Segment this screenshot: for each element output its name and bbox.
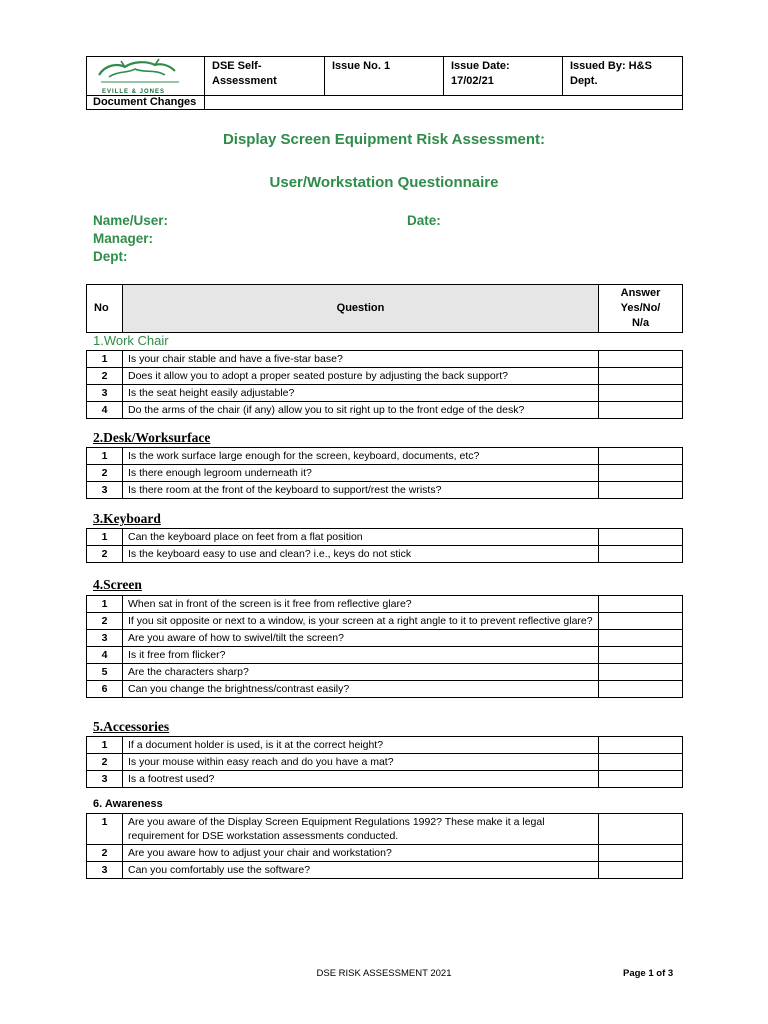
table-row [87, 647, 683, 664]
question-text: Does it allow you to adopt a proper seated posture by adjusting the back support? [123, 368, 599, 385]
company-logo [95, 57, 205, 95]
table-row [87, 771, 683, 788]
question-number: 1 [87, 596, 123, 613]
bull-logo-icon [95, 57, 185, 87]
section-title-work-chair: 1.Work Chair [93, 333, 169, 348]
answer-cell[interactable] [599, 546, 683, 563]
question-number: 2 [87, 546, 123, 563]
question-text: Is the keyboard easy to use and clean? i.e., keys do not stick [123, 546, 599, 563]
col-answer [599, 285, 683, 333]
question-number: 2 [87, 368, 123, 385]
question-number: 2 [87, 754, 123, 771]
col-question: Question [123, 285, 599, 333]
document-changes-label: Document Changes [87, 96, 205, 110]
col-no: No [87, 285, 123, 333]
question-text: If you sit opposite or next to a window, is your screen at a right angle to it to prevent reflective glare? [123, 613, 599, 630]
answer-cell[interactable] [599, 529, 683, 546]
question-text: Are you aware of how to swivel/tilt the screen? [123, 630, 599, 647]
answer-cell[interactable] [599, 596, 683, 613]
question-number: 5 [87, 664, 123, 681]
issue-date: 17/02/21 [451, 75, 494, 87]
answer-cell[interactable] [599, 368, 683, 385]
table-row [87, 814, 683, 845]
answer-header-line3: N/a [631, 317, 650, 329]
table-row [87, 351, 683, 368]
section-table-desk [86, 447, 683, 499]
issue-number: Issue No. 1 [325, 57, 444, 96]
question-number: 3 [87, 385, 123, 402]
table-row [87, 862, 683, 879]
question-text: Is your chair stable and have a five-star base? [123, 351, 599, 368]
question-text: Is a footrest used? [123, 771, 599, 788]
question-number: 1 [87, 529, 123, 546]
answer-cell[interactable] [599, 664, 683, 681]
answer-cell[interactable] [599, 771, 683, 788]
logo-cell [87, 57, 205, 96]
table-row [87, 402, 683, 419]
question-number: 2 [87, 465, 123, 482]
question-text: When sat in front of the screen is it free from reflective glare? [123, 596, 599, 613]
section-table-keyboard [86, 528, 683, 563]
question-text: Are the characters sharp? [123, 664, 599, 681]
question-text: Is your mouse within easy reach and do you have a mat? [123, 754, 599, 771]
question-text: Is there room at the front of the keyboard to support/rest the wrists? [123, 482, 599, 499]
answer-header-line2: Yes/No/ [620, 302, 661, 314]
table-row [87, 737, 683, 754]
table-row [87, 448, 683, 465]
question-text: Is it free from flicker? [123, 647, 599, 664]
date-label: Date: [407, 213, 441, 228]
section-table-accessories [86, 736, 683, 788]
question-text: Can you comfortably use the software? [123, 862, 599, 879]
table-row [87, 465, 683, 482]
question-text: Do the arms of the chair (if any) allow you to sit right up to the front edge of the desk? [123, 402, 599, 419]
question-text: Can the keyboard place on feet from a flat position [123, 529, 599, 546]
answer-cell[interactable] [599, 681, 683, 698]
answer-header-line1: Answer [620, 287, 661, 299]
dept-label: Dept: [93, 249, 128, 264]
document-changes-value [205, 96, 683, 110]
answer-cell[interactable] [599, 465, 683, 482]
question-number: 1 [87, 814, 123, 845]
answer-cell[interactable] [599, 630, 683, 647]
question-number: 4 [87, 402, 123, 419]
question-number: 2 [87, 845, 123, 862]
question-number: 1 [87, 351, 123, 368]
page-number: Page 1 of 3 [623, 968, 674, 979]
question-number: 4 [87, 647, 123, 664]
name-user-label: Name/User: [93, 213, 169, 228]
document-header [86, 56, 683, 110]
answer-cell[interactable] [599, 814, 683, 845]
page-subtitle: User/Workstation Questionnaire [269, 174, 499, 191]
question-number: 3 [87, 630, 123, 647]
answer-cell[interactable] [599, 754, 683, 771]
question-text: Is the seat height easily adjustable? [123, 385, 599, 402]
section-table-work-chair [86, 350, 683, 419]
answer-cell[interactable] [599, 482, 683, 499]
answer-cell[interactable] [599, 385, 683, 402]
question-number: 3 [87, 482, 123, 499]
answer-cell[interactable] [599, 647, 683, 664]
table-row [87, 630, 683, 647]
question-number: 2 [87, 613, 123, 630]
question-number: 1 [87, 448, 123, 465]
manager-label: Manager: [93, 231, 154, 246]
table-row [87, 385, 683, 402]
section-table-screen [86, 595, 683, 698]
footer-title: DSE RISK ASSESSMENT 2021 [316, 968, 452, 979]
table-row [87, 368, 683, 385]
question-text: Are you aware of the Display Screen Equipment Regulations 1992? These make it a legal requirement for DSE workstation assessments conducted. [123, 814, 599, 845]
answer-cell[interactable] [599, 402, 683, 419]
section-title-desk: 2.Desk/Worksurface [93, 430, 211, 445]
answer-cell[interactable] [599, 351, 683, 368]
answer-cell[interactable] [599, 448, 683, 465]
answer-cell[interactable] [599, 613, 683, 630]
table-row [87, 546, 683, 563]
issued-by: Issued By: H&S Dept. [563, 57, 683, 96]
table-row [87, 596, 683, 613]
table-row [87, 664, 683, 681]
question-number: 3 [87, 771, 123, 788]
doc-label: DSE Self-Assessment [205, 57, 325, 96]
table-row [87, 681, 683, 698]
table-row [87, 754, 683, 771]
section-table-awareness [86, 813, 683, 879]
question-number: 3 [87, 862, 123, 879]
section-title-accessories: 5.Accessories [93, 719, 170, 734]
section-title-keyboard: 3.Keyboard [93, 511, 161, 526]
question-number: 6 [87, 681, 123, 698]
table-row [87, 529, 683, 546]
page-title: Display Screen Equipment Risk Assessment: [222, 131, 546, 148]
section-title-awareness: 6. Awareness [93, 798, 163, 810]
issue-date-label: Issue Date: [451, 60, 510, 72]
question-text: If a document holder is used, is it at the correct height? [123, 737, 599, 754]
question-text: Is there enough legroom underneath it? [123, 465, 599, 482]
question-table-header [86, 284, 683, 333]
table-row [87, 845, 683, 862]
table-row [87, 613, 683, 630]
section-title-screen: 4.Screen [93, 577, 142, 592]
question-text: Are you aware how to adjust your chair and workstation? [123, 845, 599, 862]
question-text: Can you change the brightness/contrast easily? [123, 681, 599, 698]
question-text: Is the work surface large enough for the screen, keyboard, documents, etc? [123, 448, 599, 465]
answer-cell[interactable] [599, 845, 683, 862]
question-number: 1 [87, 737, 123, 754]
table-row [87, 482, 683, 499]
issue-date-cell [444, 57, 563, 96]
logo-text: EVILLE & JONES [102, 89, 166, 95]
answer-cell[interactable] [599, 862, 683, 879]
answer-cell[interactable] [599, 737, 683, 754]
